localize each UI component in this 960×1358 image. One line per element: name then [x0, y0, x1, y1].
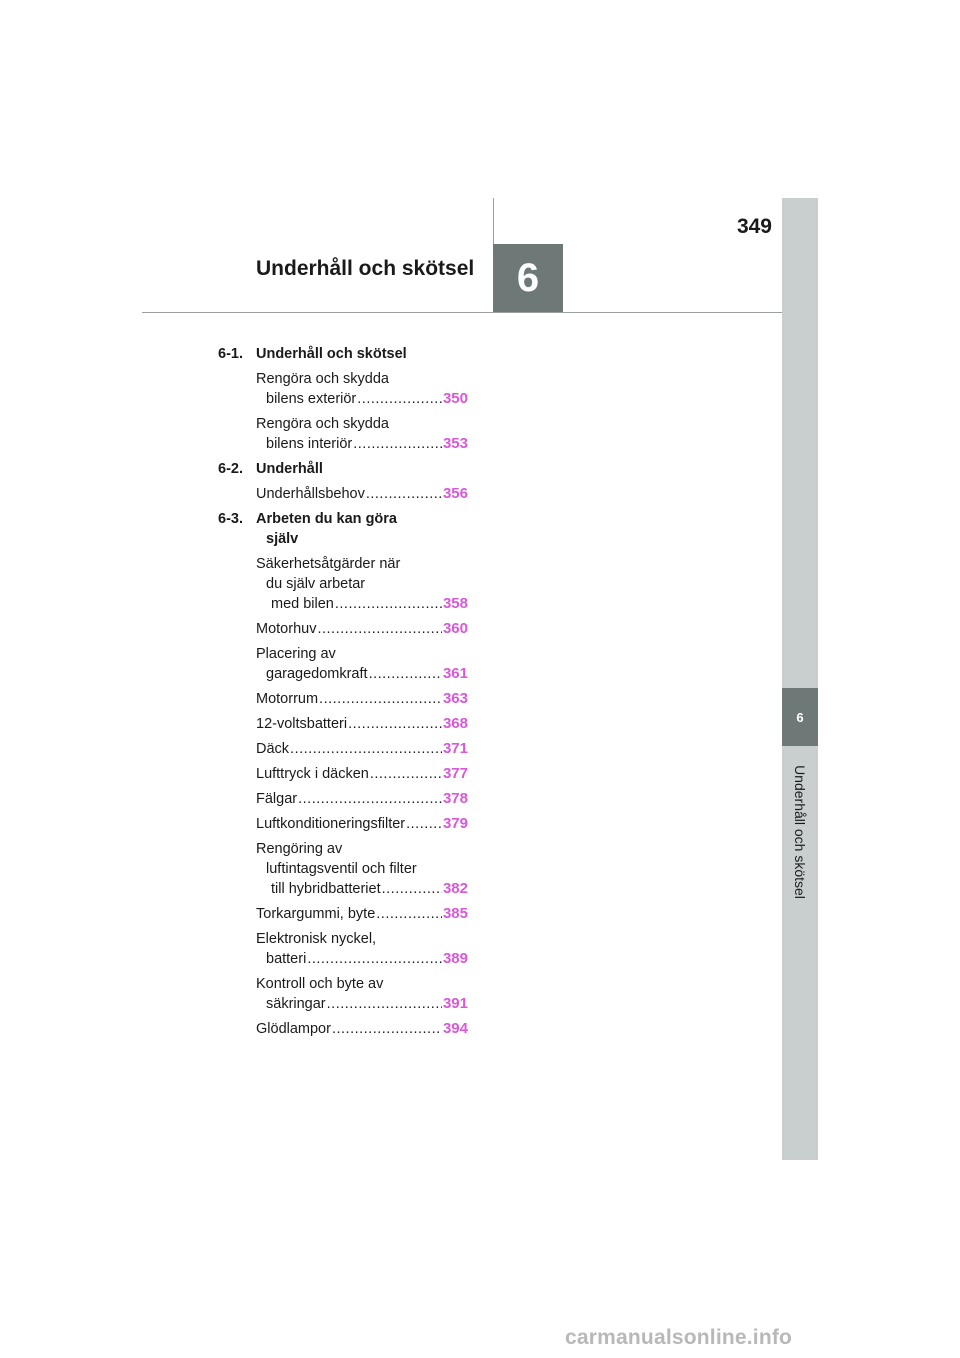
toc-dot-leader	[357, 389, 442, 409]
toc-entry-line: Underhållsbehov	[256, 486, 365, 502]
header-rule	[142, 312, 782, 313]
toc-section-heading	[218, 459, 468, 479]
toc-entry-line: Rengöring av	[256, 841, 343, 857]
toc-entry-line: Rengöra och skydda	[256, 416, 389, 432]
toc-page-link[interactable]: 377	[442, 765, 468, 782]
toc-section-title	[256, 509, 468, 549]
toc-entry-line: bilens exteriör	[266, 391, 357, 407]
toc-page-link[interactable]: 353	[442, 435, 468, 452]
toc-dot-leader	[353, 434, 442, 454]
toc-entry-line: bilens interiör	[266, 436, 353, 452]
toc-dot-leader	[335, 594, 442, 614]
toc-dot-leader	[307, 949, 442, 969]
toc-page-link[interactable]: 391	[442, 995, 468, 1012]
toc-dot-leader	[376, 904, 442, 924]
toc-page-link[interactable]: 379	[442, 815, 468, 832]
toc-dot-leader	[317, 619, 442, 639]
toc-entry-line: Luftkonditioneringsfilter	[256, 816, 406, 832]
toc-page-link[interactable]: 385	[442, 905, 468, 922]
toc-section-title-line: själv	[266, 531, 299, 547]
toc-entry[interactable]	[256, 974, 468, 1014]
toc-section-number: 6-3.	[218, 511, 243, 527]
toc-section-heading	[218, 509, 468, 549]
toc-dot-leader	[366, 484, 442, 504]
toc-section-title	[256, 459, 468, 479]
toc-entry[interactable]	[256, 414, 468, 454]
side-tab-strip	[782, 198, 818, 1160]
toc-entry[interactable]	[256, 814, 468, 834]
toc-entry-line: Torkargummi, byte	[256, 906, 376, 922]
toc-section-title-line: Arbeten du kan göra	[256, 511, 397, 527]
toc-dot-leader	[370, 764, 442, 784]
toc-dot-leader	[290, 739, 442, 759]
side-chapter-label: Underhåll och skötsel	[792, 765, 808, 899]
toc-entry[interactable]	[256, 1019, 468, 1039]
toc-page-link[interactable]: 356	[442, 485, 468, 502]
toc-page-link[interactable]: 361	[442, 665, 468, 682]
toc-dot-leader	[319, 689, 442, 709]
toc-entry-line: till hybridbatteriet	[271, 881, 381, 897]
toc-dot-leader	[369, 664, 442, 684]
header-vertical-rule	[493, 198, 494, 244]
toc-section-number: 6-1.	[218, 346, 243, 362]
toc-dot-leader	[382, 879, 442, 899]
toc-section-heading	[218, 344, 468, 364]
toc-page-link[interactable]: 360	[442, 620, 468, 637]
toc-page-link[interactable]: 371	[442, 740, 468, 757]
toc-entry[interactable]	[256, 644, 468, 684]
toc-entry-line: du själv arbetar	[266, 576, 366, 592]
table-of-contents	[218, 344, 468, 1044]
toc-entry[interactable]	[256, 789, 468, 809]
toc-entry[interactable]	[256, 689, 468, 709]
toc-entry-line: Fälgar	[256, 791, 298, 807]
toc-page-link[interactable]: 350	[442, 390, 468, 407]
toc-dot-leader	[298, 789, 442, 809]
toc-page-link[interactable]: 382	[442, 880, 468, 897]
toc-entry[interactable]	[256, 904, 468, 924]
toc-dot-leader	[348, 714, 442, 734]
toc-section-title-line: Underhåll och skötsel	[256, 346, 407, 362]
toc-entry-line: med bilen	[271, 596, 334, 612]
chapter-title: Underhåll och skötsel	[256, 257, 475, 280]
toc-section-title-line: Underhåll	[256, 461, 323, 477]
toc-entry[interactable]	[256, 839, 468, 899]
toc-page-link[interactable]: 358	[442, 595, 468, 612]
side-chapter-tab[interactable]	[782, 688, 818, 746]
toc-entry-line: Motorhuv	[256, 621, 317, 637]
toc-entry[interactable]	[256, 484, 468, 504]
toc-entry-line: Lufttryck i däcken	[256, 766, 369, 782]
toc-entry[interactable]	[256, 739, 468, 759]
toc-entry-line: Glödlampor	[256, 1021, 331, 1037]
toc-entry-line: Kontroll och byte av	[256, 976, 384, 992]
toc-dot-leader	[327, 994, 442, 1014]
toc-page-link[interactable]: 363	[442, 690, 468, 707]
toc-entry-line: Säkerhetsåtgärder när	[256, 556, 401, 572]
toc-entry[interactable]	[256, 619, 468, 639]
toc-section-title	[256, 344, 468, 364]
toc-entry-line: Elektronisk nyckel,	[256, 931, 377, 947]
toc-entry[interactable]	[256, 714, 468, 734]
chapter-number-box	[493, 244, 563, 313]
toc-page-link[interactable]: 389	[442, 950, 468, 967]
toc-entry[interactable]	[256, 369, 468, 409]
toc-entry[interactable]	[256, 764, 468, 784]
toc-entry-line: Placering av	[256, 646, 336, 662]
toc-entry-line: Motorrum	[256, 691, 319, 707]
toc-page-link[interactable]: 394	[442, 1020, 468, 1037]
toc-page-link[interactable]: 378	[442, 790, 468, 807]
page-number: 349	[736, 215, 772, 238]
toc-entry-line: säkringar	[266, 996, 326, 1012]
toc-section-number: 6-2.	[218, 461, 243, 477]
watermark: carmanualsonline.info	[565, 1326, 793, 1349]
toc-entry[interactable]	[256, 554, 468, 614]
chapter-number: 6	[516, 256, 540, 300]
toc-entry-line: garagedomkraft	[266, 666, 368, 682]
toc-entry-line: Rengöra och skydda	[256, 371, 389, 387]
toc-entry[interactable]	[256, 929, 468, 969]
toc-entry-line: batteri	[266, 951, 307, 967]
side-chapter-number: 6	[796, 709, 804, 725]
toc-page-link[interactable]: 368	[442, 715, 468, 732]
toc-dot-leader	[406, 814, 442, 834]
toc-entry-line: luftintagsventil och filter	[266, 861, 417, 877]
toc-entry-line: 12-voltsbatteri	[256, 716, 348, 732]
toc-dot-leader	[332, 1019, 442, 1039]
toc-entry-line: Däck	[256, 741, 290, 757]
